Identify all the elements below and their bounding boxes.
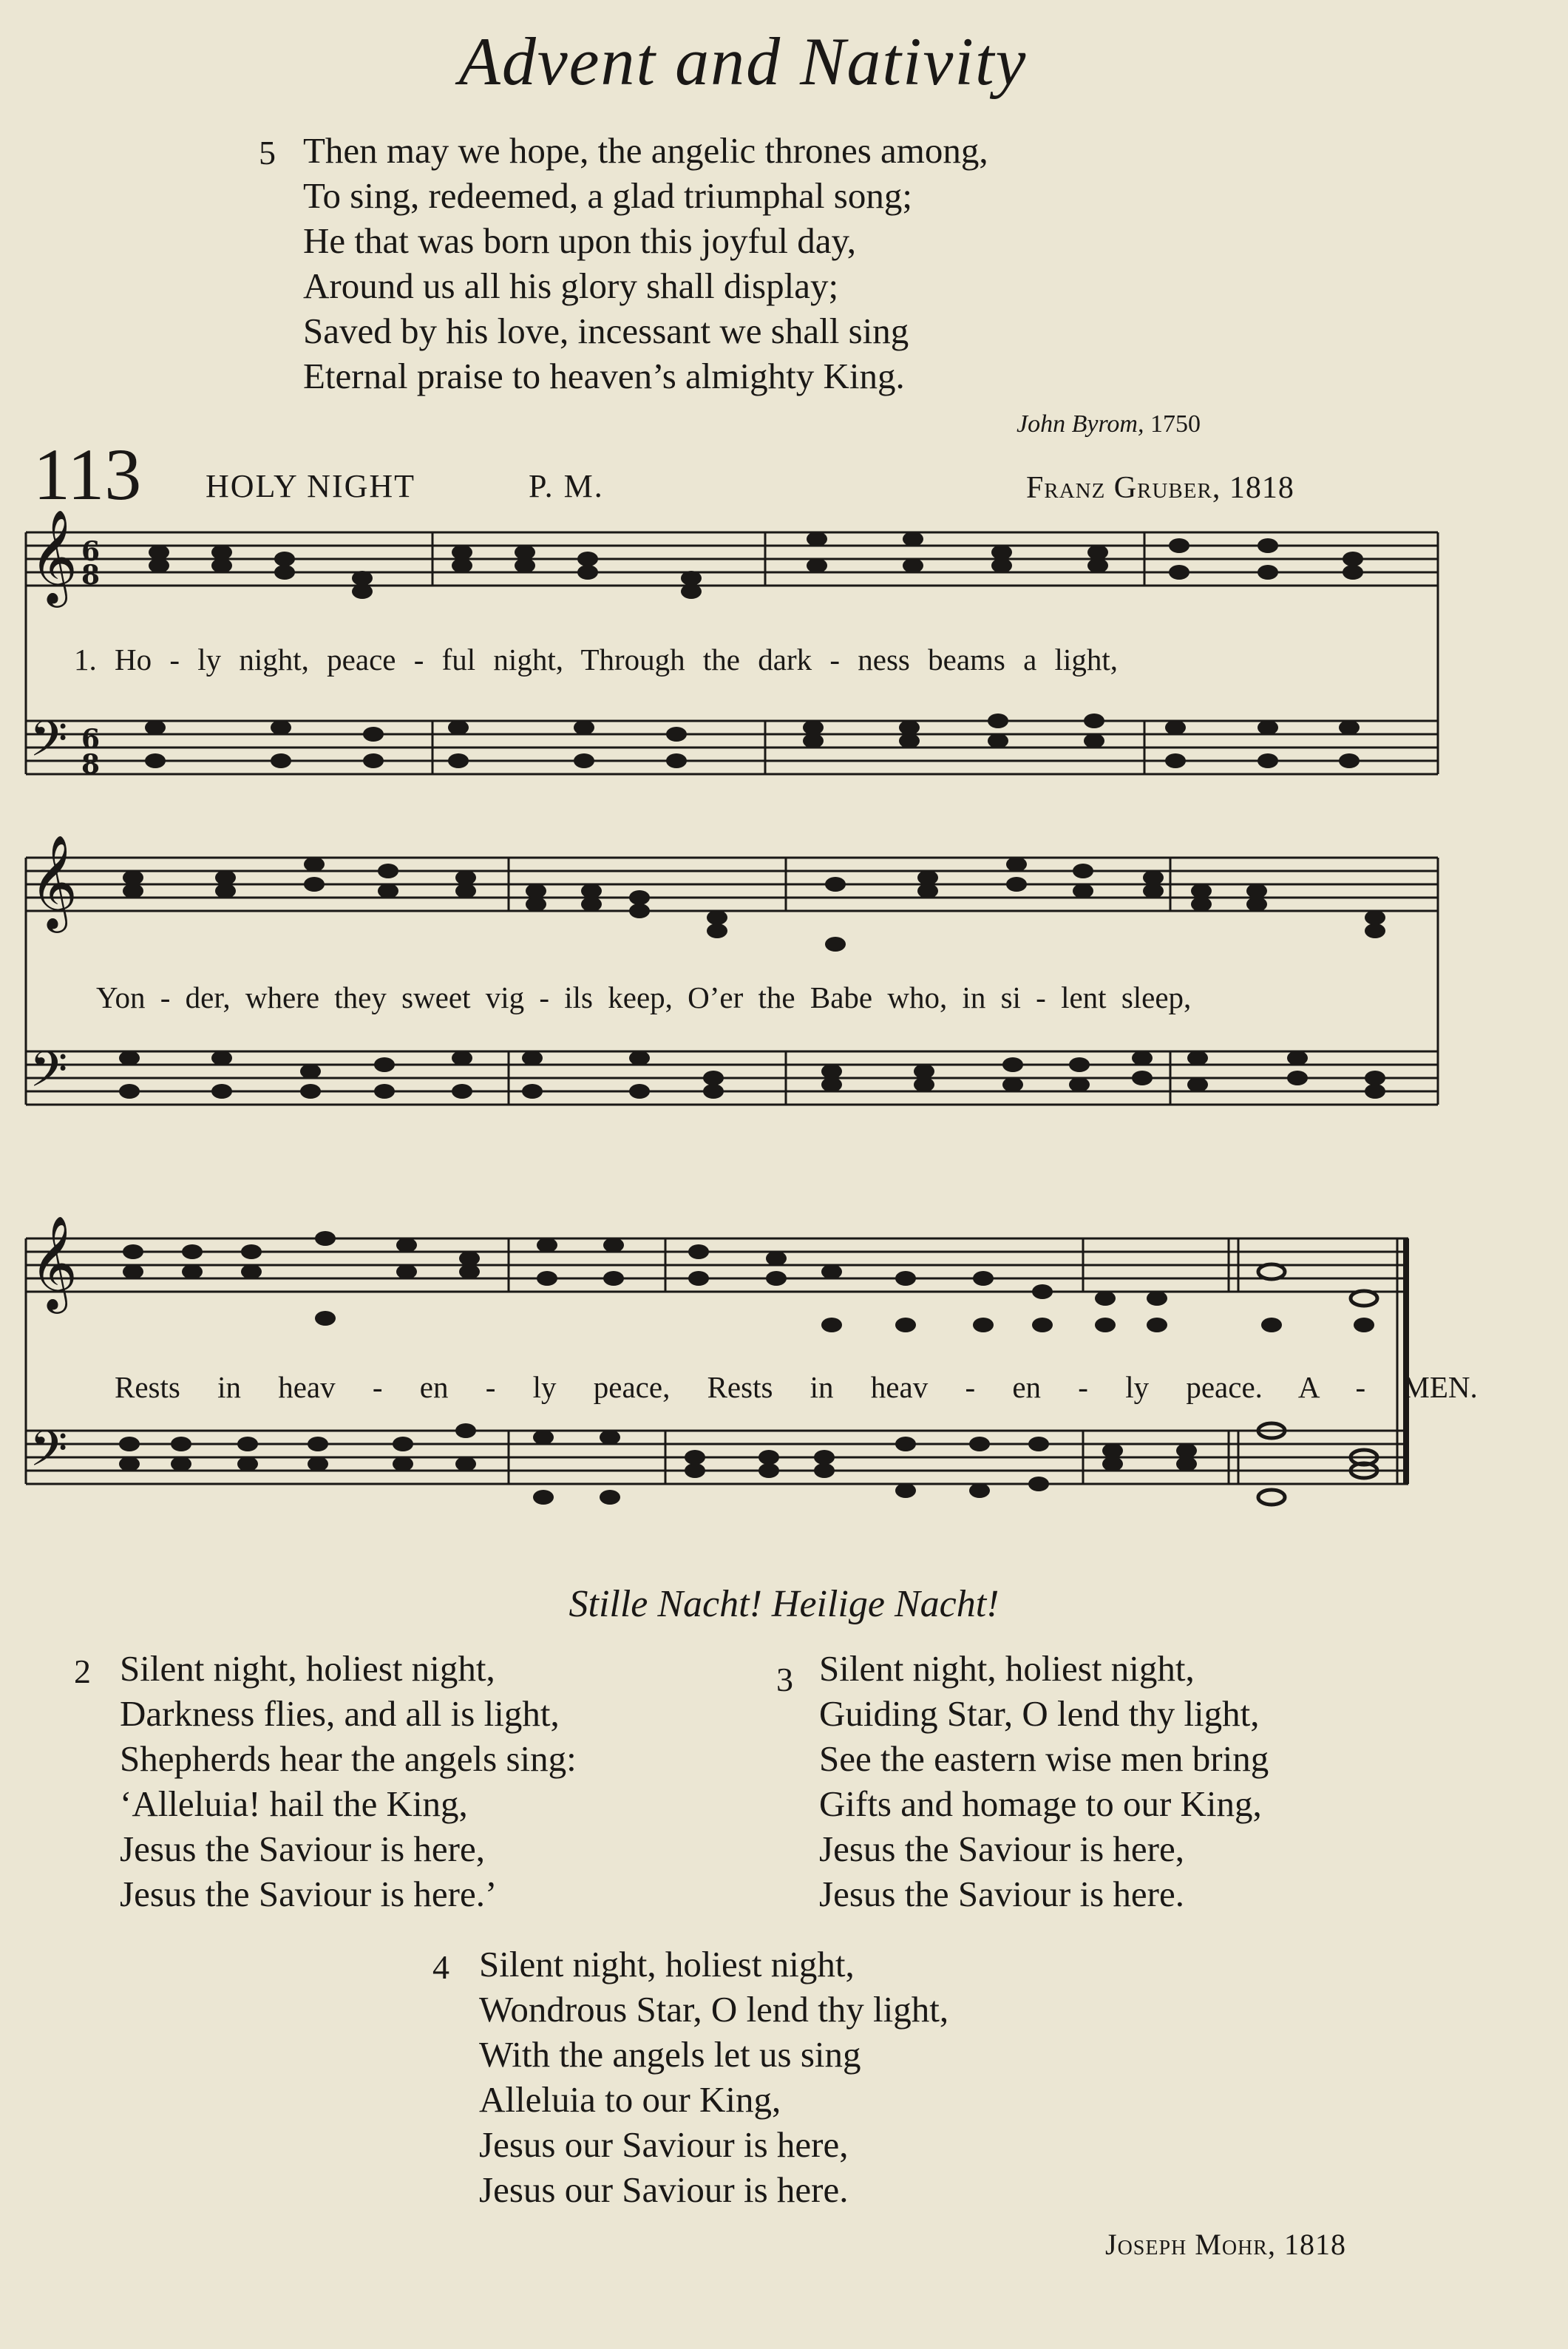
stanza-line: Jesus our Saviour is here. <box>479 2169 849 2210</box>
stanza-number-5: 5 <box>259 134 276 172</box>
svg-text:𝄞: 𝄞 <box>30 510 78 603</box>
stanza-number-2: 2 <box>74 1653 91 1690</box>
stanza-4 <box>479 1942 948 2212</box>
stanza-number-4: 4 <box>432 1948 449 1986</box>
stanza-line: Darkness flies, and all is light, <box>120 1693 560 1734</box>
hymn-number: 113 <box>33 433 142 515</box>
stanza-2 <box>120 1646 577 1916</box>
music-lyrics-line-1: 1. Ho - ly night, peace - ful night, Through the dark - ness beams a light, <box>74 643 1118 677</box>
author-name: John Byrom, <box>1017 410 1144 438</box>
stanza-line: Jesus the Saviour is here.’ <box>120 1874 498 1914</box>
stanza-3 <box>819 1646 1269 1916</box>
stanza-line: Wondrous Star, O lend thy light, <box>479 1989 949 2030</box>
svg-text:𝄞: 𝄞 <box>30 834 78 929</box>
stanza-line: He that was born upon this joyful day, <box>303 220 857 261</box>
svg-text:8: 8 <box>81 749 101 780</box>
svg-text:𝄢: 𝄢 <box>30 711 68 779</box>
stanza-line: Jesus the Saviour is here, <box>819 1828 1184 1869</box>
stanza-line: Guiding Star, O lend thy light, <box>819 1693 1260 1734</box>
composer: Franz Gruber, 1818 <box>1026 471 1294 505</box>
stanza-line: Jesus the Saviour is here. <box>819 1874 1184 1914</box>
svg-text:𝄢: 𝄢 <box>30 1420 68 1489</box>
stanza-line: To sing, redeemed, a glad triumphal song; <box>303 175 912 216</box>
text-author: Joseph Mohr, 1818 <box>1105 2228 1346 2261</box>
svg-text:𝄞: 𝄞 <box>30 1215 78 1309</box>
stanza-line: Silent night, holiest night, <box>479 1944 855 1984</box>
previous-hymn-credit <box>1017 410 1201 438</box>
stanza-line: Gifts and homage to our King, <box>819 1783 1262 1824</box>
music-lyrics-line-3: Rests in heav - en - ly peace, Rests in heav - en - ly peace. A - MEN. <box>115 1370 1478 1404</box>
stanza-line: With the angels let us sing <box>479 2034 861 2075</box>
stanza-line: Shepherds hear the angels sing: <box>120 1738 577 1779</box>
page-title: Advent and Nativity <box>458 24 1028 99</box>
svg-text:𝄢: 𝄢 <box>30 1041 68 1110</box>
stanza-line: Around us all his glory shall display; <box>303 265 839 306</box>
stanza-line: Eternal praise to heaven’s almighty King. <box>303 356 905 396</box>
svg-text:6: 6 <box>81 724 101 755</box>
stanza-line: Jesus the Saviour is here, <box>120 1828 485 1869</box>
german-subtitle: Stille Nacht! Heilige Nacht! <box>569 1583 999 1625</box>
stanza-line: Silent night, holiest night, <box>819 1648 1195 1689</box>
stanza-line: Then may we hope, the angelic thrones among, <box>303 130 988 171</box>
meter: P. M. <box>529 468 604 504</box>
music-lyrics-line-2: Yon - der, where they sweet vig - ils keep, O’er the Babe who, in si - lent sleep, <box>96 980 1192 1014</box>
svg-text:8: 8 <box>81 560 101 591</box>
stanza-line: Saved by his love, incessant we shall sing <box>303 311 909 351</box>
stanza-number-3: 3 <box>776 1661 793 1698</box>
score-system-3 <box>26 1215 1408 1505</box>
stanza-line: Silent night, holiest night, <box>120 1648 495 1689</box>
svg-text:6: 6 <box>81 536 101 567</box>
stanza-line: Alleluia to our King, <box>479 2079 781 2120</box>
stanza-line: ‘Alleluia! hail the King, <box>120 1783 468 1824</box>
stanza-line: Jesus our Saviour is here, <box>479 2124 849 2165</box>
score-system-2 <box>26 834 1438 1110</box>
author-year: 1750 <box>1150 410 1201 438</box>
previous-hymn-stanza <box>303 128 988 399</box>
tune-name: HOLY NIGHT <box>206 468 416 504</box>
stanza-line: See the eastern wise men bring <box>819 1738 1269 1779</box>
